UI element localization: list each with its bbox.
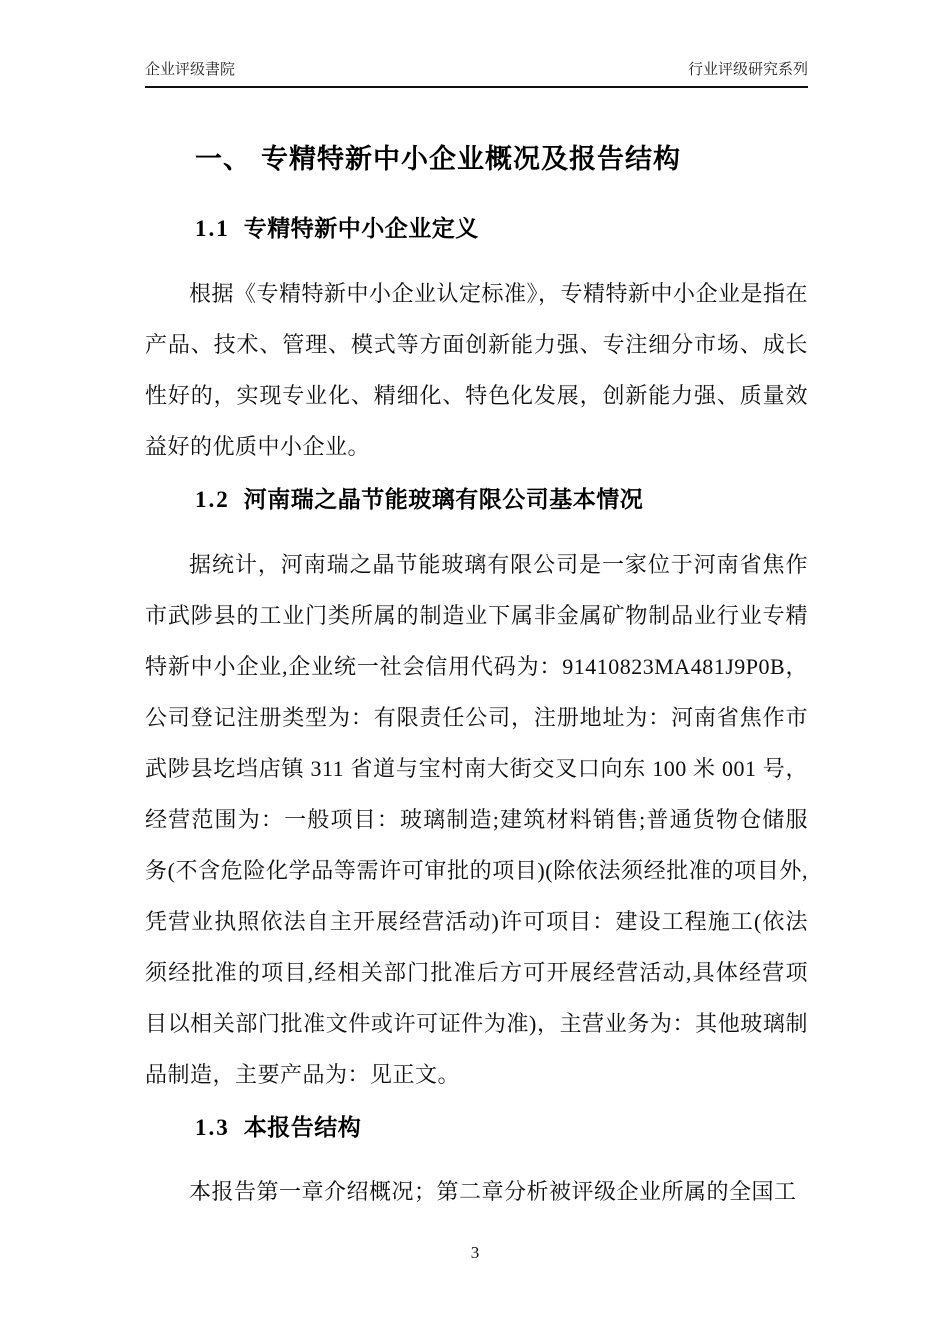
section-number-1-2: 1.2 [195,486,230,512]
section-number-1-1: 1.1 [195,216,230,242]
section-title-1-1: 专精特新中小企业定义 [243,215,479,242]
paragraph-report-structure: 本报告第一章介绍概况；第二章分析被评级企业所属的全国工 [189,1179,797,1205]
paragraph-company-profile: 据统计，河南瑞之晶节能玻璃有限公司是一家位于河南省焦作市武陟县的工业门类所属的制造业下属非金属矿物制品业行业专精特新中小企业,企业统一社会信用代码为：91410823MA481J9P0B，公司登记注册类型为：有限责任公司，注册地址为：河南省焦作市武陟县圪垱店镇 311 省道与宝村南大街交叉口向东 100 米 001 号，经营范围为：一般项目：玻璃制造;建筑材料销售;普通货物仓储服务(不含危险化学品等需许可审批的项目)(除依法须经批准的项目外,凭营业执照依法自主开展经营活动)许可项目：建设工程施工(依法须经批准的项目,经相关部门批准后方可开展经营活动,具体经营项目以相关部门批准文件或许可证件为准)，主营业务为：其他玻璃制品制造，主要产品为：见正文。 [145,551,808,1087]
document-body [145,143,808,1217]
chapter-number: 一、 [195,144,251,174]
chapter-title: 专精特新中小企业概况及报告结构 [261,144,681,174]
section-heading-1-1 [195,215,808,243]
header-right-text: 行业评级研究系列 [687,61,808,78]
page-number: 3 [470,1243,480,1262]
paragraph-definition: 根据《专精特新中小企业认定标准》，专精特新中小企业是指在产品、技术、管理、模式等方面创新能力强、专注细分市场、成长性好的，实现专业化、精细化、特色化发展，创新能力强、质量效益好的优质中小企业。 [145,280,809,459]
section-title-1-3: 本报告结构 [243,1113,362,1140]
header-left-text: 企业评级書院 [145,61,236,78]
section-heading-1-3 [195,1114,808,1142]
section-heading-1-2 [195,486,808,514]
page-header [145,58,808,88]
page-footer [0,1243,950,1263]
section-title-1-2: 河南瑞之晶节能玻璃有限公司基本情况 [243,485,644,512]
section-number-1-3: 1.3 [195,1114,230,1140]
chapter-heading [195,143,808,175]
